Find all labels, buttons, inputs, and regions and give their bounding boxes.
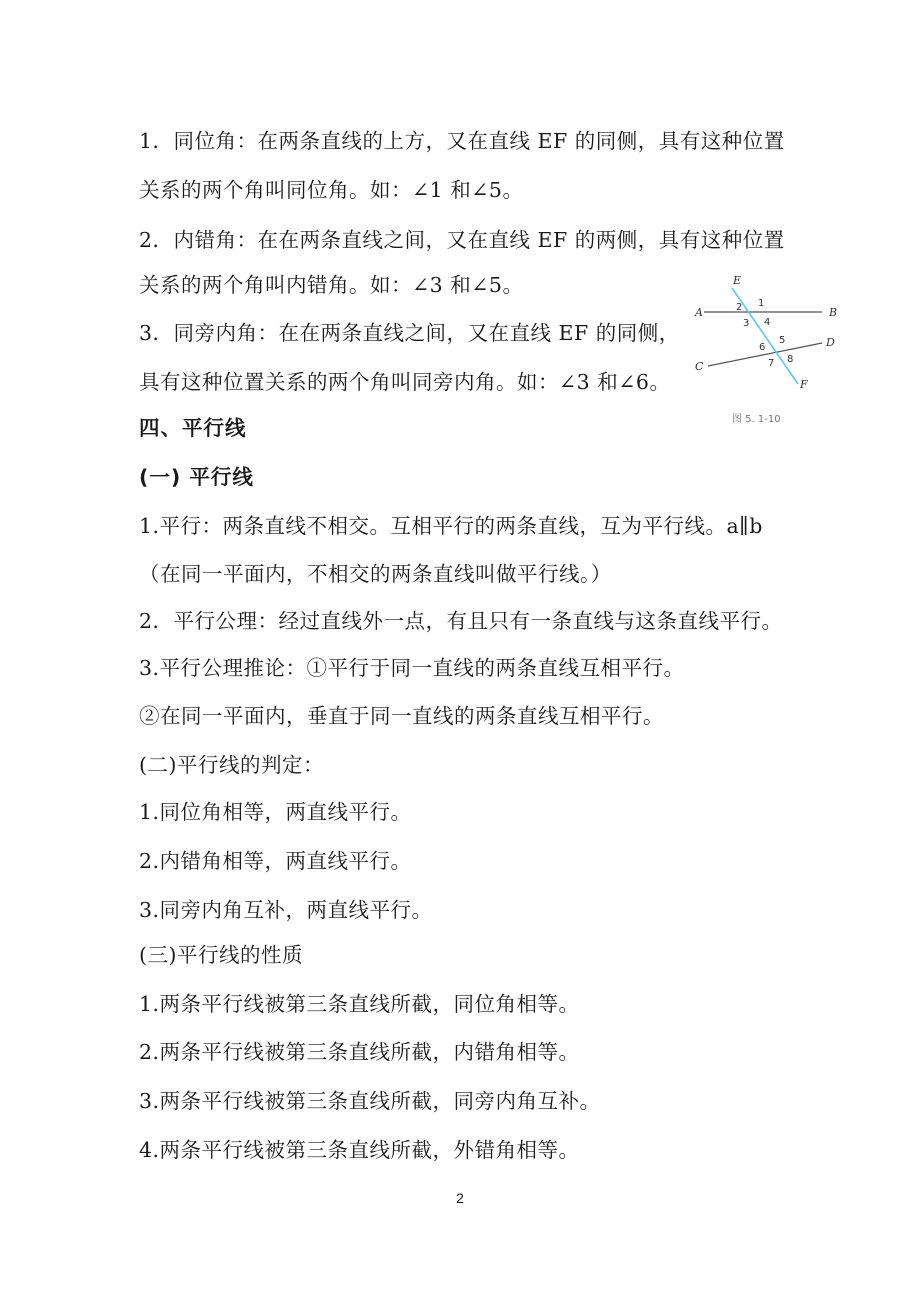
point-label-c: C — [695, 360, 704, 373]
point-label-b: B — [829, 306, 838, 319]
angle-label-1: 1 — [758, 298, 765, 309]
point-label-d: D — [826, 336, 835, 349]
angle-label-4: 4 — [764, 317, 771, 328]
text-line: ②在同一平面内，垂直于同一直线的两条直线互相平行。 — [139, 704, 664, 728]
point-label-a: A — [695, 306, 703, 319]
angle-label-6: 6 — [759, 342, 766, 353]
text-line: 3.两条平行线被第三条直线所截，同旁内角互补。 — [139, 1089, 601, 1113]
angle-label-7: 7 — [768, 358, 775, 369]
figure-caption: 图 5. 1-10 — [732, 414, 781, 425]
subsection-heading: (三)平行线的性质 — [139, 943, 303, 967]
text-line: 1．同位角：在两条直线的上方，又在直线 EF 的同侧，具有这种位置 — [139, 129, 785, 153]
text-line: （在同一平面内，不相交的两条直线叫做平行线。） — [139, 562, 612, 586]
text-line: 关系的两个角叫同位角。如：∠1 和∠5。 — [139, 178, 524, 202]
text-line: 2．内错角：在在两条直线之间，又在直线 EF 的两侧，具有这种位置 — [139, 228, 785, 252]
point-label-f: F — [800, 378, 808, 391]
subsection-heading: (二)平行线的判定： — [139, 753, 324, 777]
geometry-figure — [686, 266, 850, 434]
angle-label-5: 5 — [779, 335, 786, 346]
text-line: 2.两条平行线被第三条直线所截，内错角相等。 — [139, 1040, 580, 1064]
page-number: 2 — [456, 1190, 464, 1206]
text-line: 2．平行公理：经过直线外一点，有且只有一条直线与这条直线平行。 — [139, 609, 783, 633]
text-line: 1.两条平行线被第三条直线所截，同位角相等。 — [139, 992, 580, 1016]
subsection-heading: (一) 平行线 — [139, 465, 254, 489]
section-heading: 四、平行线 — [139, 416, 247, 440]
text-line: 3.同旁内角互补，两直线平行。 — [139, 898, 433, 922]
text-line: 4.两条平行线被第三条直线所截，外错角相等。 — [139, 1138, 580, 1162]
angle-label-3: 3 — [743, 318, 750, 329]
parallel-lines-diagram — [686, 266, 850, 434]
angle-label-8: 8 — [787, 354, 794, 365]
point-label-e: E — [733, 274, 742, 287]
text-line: 1.同位角相等，两直线平行。 — [139, 800, 412, 824]
text-line: 具有这种位置关系的两个角叫同旁内角。如：∠3 和∠6。 — [139, 370, 671, 394]
angle-label-2: 2 — [736, 302, 743, 313]
text-line: 关系的两个角叫内错角。如：∠3 和∠5。 — [139, 273, 524, 297]
text-line: 2.内错角相等，两直线平行。 — [139, 849, 412, 873]
text-line: 3.平行公理推论：①平行于同一直线的两条直线互相平行。 — [139, 656, 685, 680]
text-line: 3．同旁内角：在在两条直线之间，又在直线 EF 的同侧， — [139, 321, 680, 345]
text-line: 1.平行：两条直线不相交。互相平行的两条直线，互为平行线。a∥b — [139, 514, 763, 538]
